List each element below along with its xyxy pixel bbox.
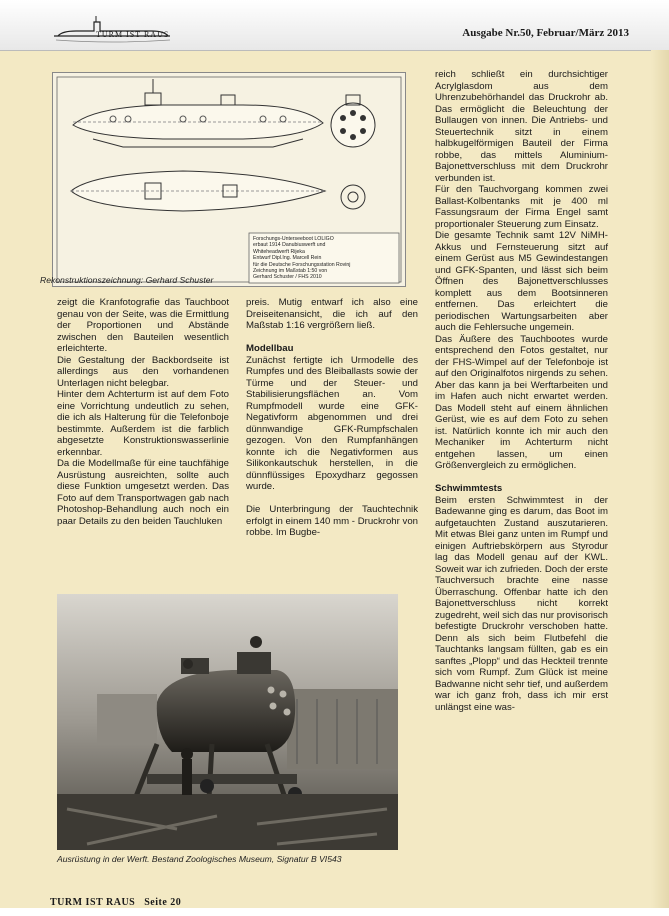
paragraph: Da die Modellmaße für eine tauchfähige Ausrüstung ausreichten, sollte auch diese Funktion umgesetzt werden. Das Foto auf dem Transportwagen gab nach Photoshop-Behandlung auch noch ein paar Details zu den beiden Tauchluken (57, 458, 229, 527)
page-header (0, 0, 669, 51)
paragraph: Für den Tauchvorgang kommen zwei Ballast-Kolbentanks mit je 400 ml Fassungsraum der Firma Engel samt proportionaler Steuerung zum Einsatz. (435, 184, 608, 230)
column-2 (246, 297, 418, 539)
photo-caption: Ausrüstung in der Werft. Bestand Zoologisches Museum, Signatur B VI543 (57, 854, 342, 864)
section-heading-modellbau: Modellbau (246, 343, 294, 354)
page-footer (50, 897, 181, 908)
shipyard-photo (57, 594, 398, 850)
logo-text: TURM IST RAUS (96, 30, 170, 39)
paragraph: Das Äußere des Tauchbootes wurde entsprechend den Fotos gestaltet, nur der FHS-Wimpel auf der Telefonboje ist auf den Originalfotos nirgends zu sehen. Aber das kann ja bei Werftarbeiten und im Hafen auch nicht erwartet werden. Das Modell steht auf einem ähnlichen Gerüst, wie es auf dem Foto zu sehen ist. Natürlich konnte ich mir auch den Mechaniker im Achterturm nicht entgehen lassen, um einen Größenvergleich zu ermöglichen. (435, 333, 608, 471)
paragraph: zeigt die Kranfotografie das Tauchboot genau von der Seite, was die Ermittlung der Proportionen und Abstände zwischen den Bauteilen wesentlich erleichterte. (57, 297, 229, 354)
drawing-info-line: Gerhard Schuster / FHS 2010 (253, 274, 322, 281)
submarine-logo-icon (52, 14, 172, 44)
paragraph: Beim ersten Schwimmtest in der Badewanne ging es darum, das Boot im aufgetauchten Zustand auszutarieren. Mit etwas Blei ganz unten im Rumpf und einigen Auftriebskörpern aus Styrodur lag das Modell genau auf der KWL. Soweit war ich zufrieden. Doch der erste Tauchversuch brachte eine nasse Überraschung. Offenbar hatte ich den Bajonettverschluss nicht korrekt zugedreht, weil sich das nur provisorisch befestigte Druckrohr verschoben hatte. Denn als sich beim Flutbefehl die Tauchtanks langsam füllten, gab es ein sanftes „Plopp“ und das Heckteil trennte sich vom Rumpf. Zum Glück ist meine Badwanne nicht sehr tief, und außerdem war ich ganz froh, dass ich mir erst unlängst eine was- (435, 494, 608, 713)
reconstruction-drawing (52, 72, 406, 287)
issue-label: Ausgabe Nr.50, Februar/März 2013 (462, 27, 629, 39)
drawing-info-line: Zeichnung im Maßstab 1:50 von (253, 268, 328, 275)
drawing-info-line: Whiteheadwerft Rijeka (253, 248, 305, 255)
paragraph: Zunächst fertigte ich Urmodelle des Rumpfes und des Bleiballasts sowie der Türme und der Steuer- und Stabilisierungsflächen an. Vom Rumpfmodell wurde eine GFK-Negativform abgenommen und drei dünnwandige GFK-Rumpfschalen gezogen. Von den Rumpfanhängen konnte ich die Negativformen aus Silikonkautschuk herstellen, in die dünnflüssiges Epoxydharz gegossen wurde. (246, 354, 418, 492)
paragraph: Hinter dem Achterturm ist auf dem Foto eine Vorrichtung undeutlich zu sehen, die ich als Halterung für die Telefonboje bestimmte. Außerdem ist die farblich abgesetzte Konstruktionswasserlinie erkennbar. (57, 389, 229, 458)
column-1 (57, 297, 229, 527)
drawing-info-line: Entwurf Dipl.Ing. Marcell Rein (253, 255, 322, 262)
section-heading-schwimmtests: Schwimmtests (435, 483, 503, 494)
column-3 (435, 69, 608, 713)
drawing-caption: Rekonstruktionszeichnung: Gerhard Schuster (40, 275, 214, 285)
drawing-info-line: Forschungs-Unterseeboot LOLIGO (253, 236, 334, 242)
paragraph: preis. Mutig entwarf ich also eine Dreiseitenansicht, die ich auf den Maßstab 1:16 vergrößern ließ. (246, 297, 418, 331)
paragraph: Die Unterbringung der Tauchtechnik erfolgt in einem 140 mm - Druckrohr von robbe. Im Bugbe- (246, 504, 418, 538)
drawing-info (253, 236, 350, 281)
footer-brand: TURM IST RAUS (50, 897, 136, 908)
submarine-drawing-icon (53, 73, 405, 286)
page-edge-shade (651, 50, 669, 908)
paragraph: Die Gestaltung der Backbordseite ist allerdings aus den vorhandenen Unterlagen nicht belegbar. (57, 354, 229, 389)
paragraph: Die gesamte Technik samt 12V NiMH-Akkus und Fernsteuerung sitzt auf einem Gerüst aus M5 Gewindestangen und GFK-Spanten, und lässt sich beim Öffnen des Bajonettverschlusses komplett aus dem Bootsinneren entfernen. Das erleichtert die periodischen Wartungsarbeiten aber auch die Fehlersuche ungemein. (435, 230, 608, 333)
bottom-bar (0, 908, 669, 916)
drawing-info-line: erbaut 1914 Danubiuswerft und (253, 242, 326, 249)
page-number: Seite 20 (144, 897, 182, 908)
drawing-info-line: für die Deutsche Forschungsstation Rovinj (253, 261, 351, 268)
paragraph: reich schließt ein durchsichtiger Acrylglasdom aus dem Uhrenzubehörhandel das Druckrohr ab. Das ermöglicht die Beleuchtung der Bullaugen von innen. Die Antriebs- und Steuertechnik sitzt in einem halbkugelförmigen Bauteil der Firma robbe, das mittels Aluminium-Bajonettverschluss mit dem Druckrohr verbunden ist. (435, 69, 608, 184)
